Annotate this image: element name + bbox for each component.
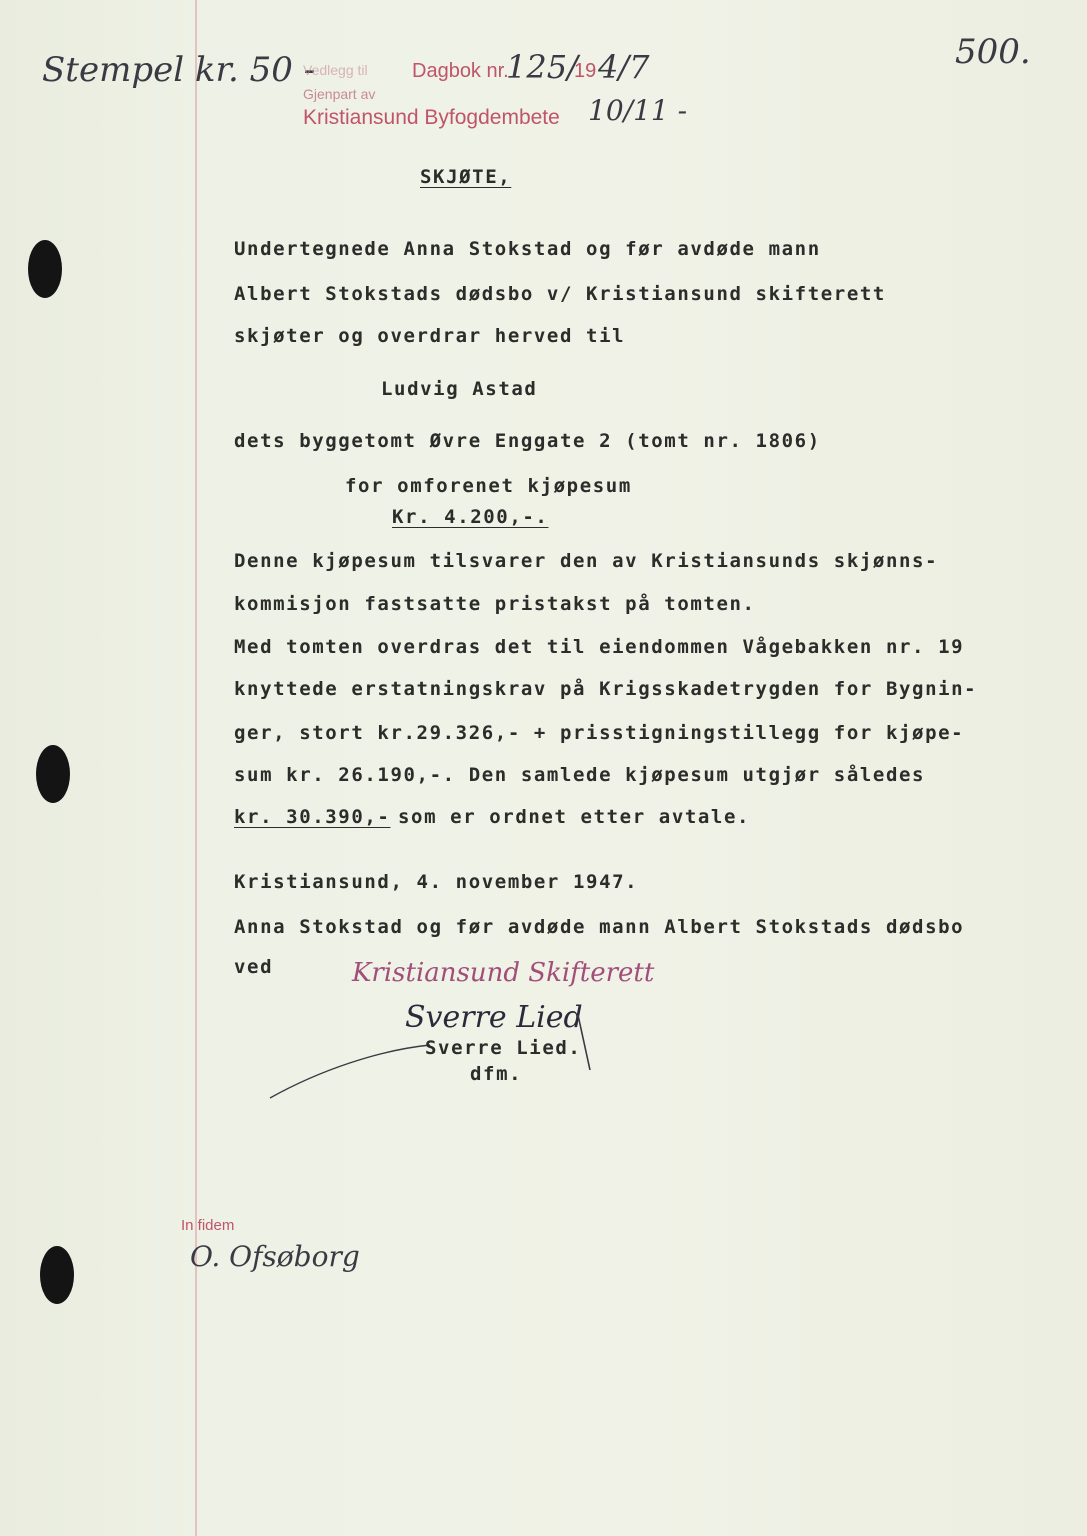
body-line: sum kr. 26.190,-. Den samlede kjøpesum utgjør således [234, 764, 926, 786]
stamp-office: Kristiansund Byfogdembete [303, 106, 560, 129]
stamp-line2: Gjenpart av [303, 86, 376, 102]
place-date-line: Kristiansund, 4. november 1947. [234, 871, 639, 893]
stamp-dagbok-number: 125/ [506, 48, 578, 86]
body-line: som er ordnet etter avtale. [398, 806, 751, 828]
signer-title: dfm. [470, 1063, 523, 1085]
body-line: knyttede erstatningskrav på Krigsskadetrygden for Bygnin- [234, 678, 978, 700]
page-number: 500. [955, 32, 1031, 72]
court-stamp: Kristiansund Skifterett [352, 958, 655, 988]
signature: Sverre Lied [405, 1000, 583, 1035]
buyer-name: Ludvig Astad [381, 378, 538, 400]
punch-hole [36, 745, 70, 803]
in-fidem-stamp: In fidem [181, 1217, 235, 1234]
document-title: SKJØTE, [420, 166, 512, 188]
body-line: Med tomten overdras det til eiendommen Vågebakken nr. 19 [234, 636, 965, 658]
body-line: ved [234, 956, 274, 978]
stamp-date: 10/11 - [588, 94, 688, 127]
punch-hole [40, 1246, 74, 1304]
body-line: skjøter og overdrar herved til [234, 325, 626, 347]
body-line: kommisjon fastsatte pristakst på tomten. [234, 593, 756, 615]
body-line: ger, stort kr.29.326,- + prisstigningstillegg for kjøpe- [234, 722, 965, 744]
body-line: Denne kjøpesum tilsvarer den av Kristiansunds skjønns- [234, 550, 939, 572]
stamp-duty-note: Stempel kr. 50 - [42, 50, 316, 90]
stamp-year-prefix: 19 [574, 60, 597, 82]
stamp-dagbok-label: Dagbok nr. [412, 60, 509, 82]
punch-hole [28, 240, 62, 298]
margin-signature: O. Ofsøborg [190, 1240, 360, 1273]
body-line: dets byggetomt Øvre Enggate 2 (tomt nr. 1806) [234, 430, 821, 452]
margin-line [195, 0, 197, 1536]
body-line: Anna Stokstad og før avdøde mann Albert Stokstads dødsbo [234, 916, 965, 938]
purchase-price: Kr. 4.200,-. [392, 506, 549, 528]
total-amount: kr. 30.390,- [234, 806, 391, 828]
signer-name: Sverre Lied. [425, 1037, 582, 1059]
body-line: Undertegnede Anna Stokstad og før avdøde mann [234, 238, 821, 260]
body-line: Albert Stokstads dødsbo v/ Kristiansund skifterett [234, 283, 886, 305]
signature-stroke [260, 1010, 620, 1110]
stamp-year-suffix: 4/7 [598, 48, 650, 86]
body-line: for omforenet kjøpesum [345, 475, 632, 497]
stamp-line1: Vedlegg til [303, 62, 368, 78]
